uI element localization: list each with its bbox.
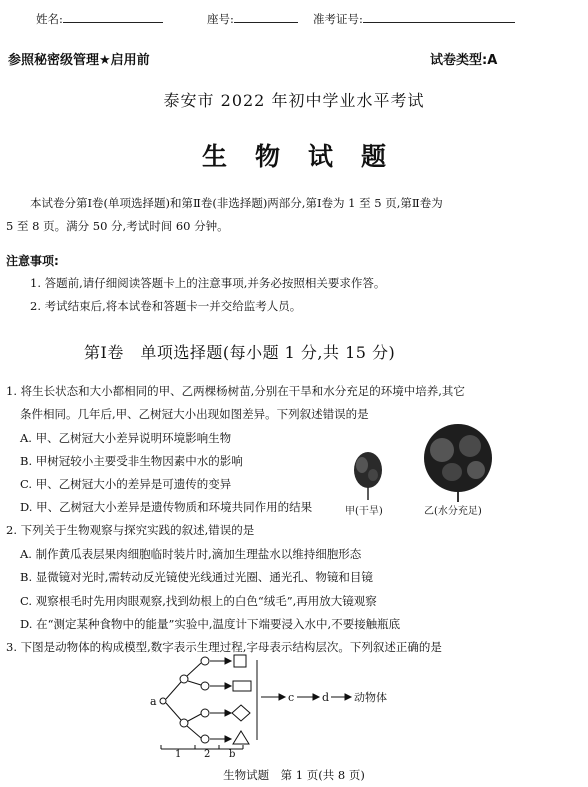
cell-1 xyxy=(201,657,209,665)
q2-option-a: A. 制作黄瓜表层果肉细胞临时装片时,滴加生理盐水以维持细胞形态 xyxy=(20,547,362,561)
label-num-1: 1 xyxy=(175,749,182,757)
label-b: b xyxy=(229,749,236,757)
cell-3 xyxy=(201,709,209,717)
paper-type: 试卷类型:A xyxy=(430,53,498,68)
cell-a xyxy=(160,698,166,704)
tissue-square xyxy=(234,655,246,667)
ticket-blank xyxy=(363,10,515,23)
cell-lower xyxy=(180,719,188,727)
name-label: 姓名: xyxy=(36,12,63,26)
cell-upper xyxy=(180,675,188,683)
notes-heading: 注意事项: xyxy=(6,254,59,268)
section-title: 第Ⅰ卷 单项选择题(每小题 1 分,共 15 分) xyxy=(84,343,396,362)
q1-option-a: A. 甲、乙树冠大小差异说明环境影响生物 xyxy=(20,431,232,445)
seat-label: 座号: xyxy=(207,12,234,26)
q1-option-c: C. 甲、乙树冠大小的差异是可遗传的变异 xyxy=(20,477,232,491)
q2-option-d: D. 在“测定某种食物中的能量”实验中,温度计下端要浸入水中,不要接触瓶底 xyxy=(20,617,401,631)
label-a: a xyxy=(150,695,157,708)
header-name-field xyxy=(36,10,163,27)
header-ticket-field xyxy=(313,10,515,27)
q3-structure-diagram xyxy=(145,652,425,757)
q1-stem-line-2: 条件相同。几年后,甲、乙树冠大小出现如图差异。下列叙述错误的是 xyxy=(20,407,369,421)
q2-option-b: B. 显微镜对光时,需转动反光镜使光线通过光圈、通光孔、物镜和目镜 xyxy=(20,570,373,584)
q1-stem-line-1: 1. 将生长状态和大小都相同的甲、乙两棵杨树苗,分别在干旱和水分充足的环境中培养,其它 xyxy=(6,384,465,398)
q3-stem: 3. 下图是动物体的构成模型,数字表示生理过程,字母表示结构层次。下列叙述正确的是 xyxy=(6,640,442,654)
ticket-label: 准考证号: xyxy=(313,12,363,26)
q1-tree-figure xyxy=(340,420,530,520)
tree1-label: 甲(干旱) xyxy=(345,506,383,517)
q1-option-d: D. 甲、乙树冠大小差异是遗传物质和环境共同作用的结果 xyxy=(20,500,313,514)
subject-title: 生物试题 xyxy=(201,142,414,171)
q2-option-c: C. 观察根毛时先用肉眼观察,找到幼根上的白色“绒毛”,再用放大镜观察 xyxy=(20,594,377,608)
label-c: c xyxy=(288,691,295,704)
exam-title: 泰安市 2022 年初中学业水平考试 xyxy=(163,91,425,110)
q2-stem: 2. 下列关于生物观察与探究实践的叙述,错误的是 xyxy=(6,523,255,537)
tree2-label: 乙(水分充足) xyxy=(424,506,482,517)
cell-2 xyxy=(201,682,209,690)
name-blank xyxy=(63,10,163,23)
tree-small-icon xyxy=(354,452,382,500)
label-num-2: 2 xyxy=(204,749,211,757)
seat-blank xyxy=(234,10,298,23)
tissue-triangle xyxy=(233,731,249,744)
label-animal: 动物体 xyxy=(354,691,387,704)
header-seat-field xyxy=(207,10,298,27)
tissue-diamond xyxy=(232,705,250,721)
label-d: d xyxy=(322,691,330,704)
intro-line-1: 本试卷分第Ⅰ卷(单项选择题)和第Ⅱ卷(非选择题)两部分,第Ⅰ卷为 1 至 5 页,第Ⅱ卷为 xyxy=(30,196,443,210)
secret-label: 参照秘密级管理★启用前 xyxy=(8,53,150,68)
tissue-rect xyxy=(233,681,251,691)
note-item-1: 1. 答题前,请仔细阅读答题卡上的注意事项,并务必按照相关要求作答。 xyxy=(30,276,386,290)
intro-line-2: 5 至 8 页。满分 50 分,考试时间 60 分钟。 xyxy=(6,219,229,233)
tree-large-icon xyxy=(424,424,492,502)
page-footer: 生物试题 第 1 页(共 8 页) xyxy=(223,768,365,782)
cell-4 xyxy=(201,735,209,743)
q1-option-b: B. 甲树冠较小主要受非生物因素中水的影响 xyxy=(20,454,243,468)
note-item-2: 2. 考试结束后,将本试卷和答题卡一并交给监考人员。 xyxy=(30,299,302,313)
